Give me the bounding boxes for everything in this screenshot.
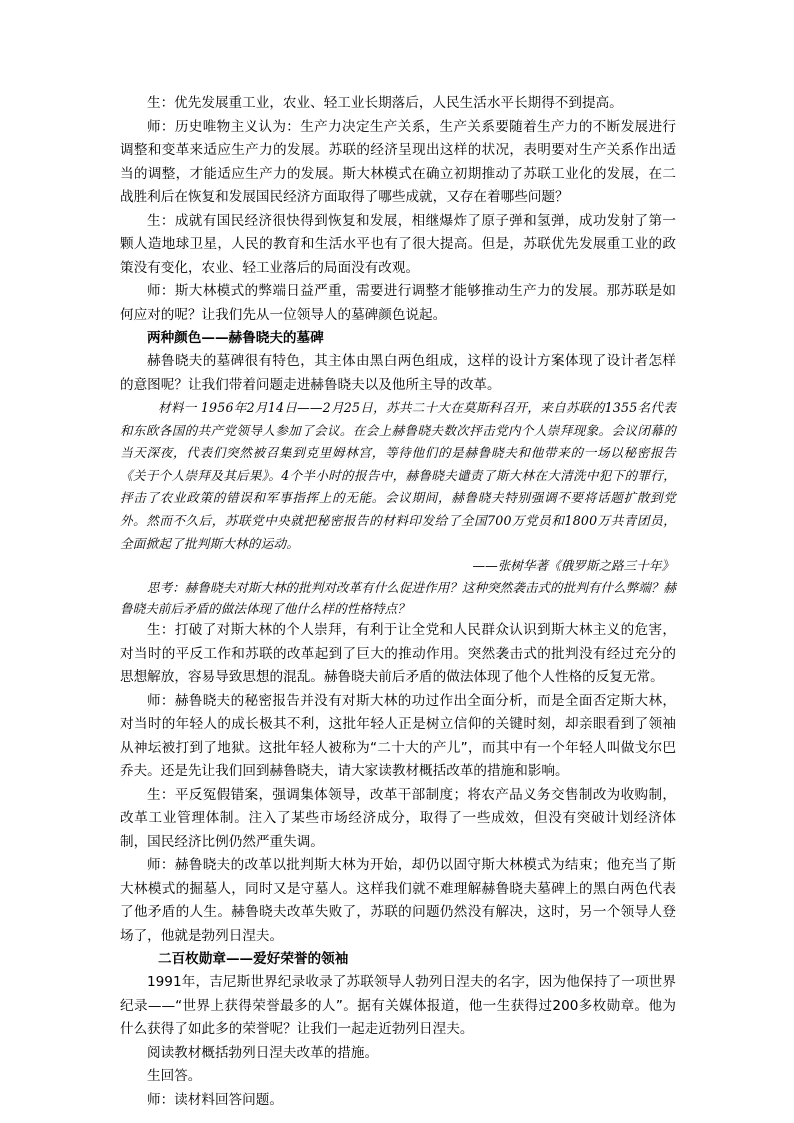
paragraph: 生：优先发展重工业，农业、轻工业长期落后，人民生活水平长期得不到提高。 (147, 95, 623, 111)
paragraph: 生：打破了对斯大林的个人崇拜，有利于让全党和人民群众认识到斯大林主义的危害，对当时的平反工作和苏联的改革起到了巨大的推动作用。突然袭击式的批判没有经过充分的思想解放，容易导致思想的混乱。赫鲁晓夫前后矛盾的做法体现了他个人性格的反复无常。 (120, 622, 676, 686)
paragraph: 生回答。 (147, 1068, 202, 1085)
paragraph: 师：历史唯物主义认为：生产力决定生产关系，生产关系要随着生产力的不断发展进行调整和变革来适应生产力的发展。苏联的经济呈现出这样的状况，表明要对生产关系作出适当的调整，才能适应生产力的发展。斯大林模式在确立初期推动了苏联工业化的发展，在二战胜利后在恢复和发展国民经济方面取得了哪些成就，又存在着哪些问题？ (120, 118, 676, 205)
document-page (120, 92, 676, 1112)
paragraph: 师：斯大林模式的弊端日益严重，需要进行调整才能够推动生产力的发展。那苏联是如何应对的呢？让我们先从一位领导人的墓碑颜色说起。 (120, 283, 676, 323)
paragraph: 生：成就有国民经济很快得到恢复和发展，相继爆炸了原子弹和氢弹，成功发射了第一颗人造地球卫星，人民的教育和生活水平也有了很大提高。但是，苏联优先发展重工业的政策没有变化，农业、轻工业落后的局面没有改观。 (120, 212, 676, 276)
material-source: ——张树华著《俄罗斯之路三十年》 (472, 558, 674, 574)
paragraph: 生：平反冤假错案，强调集体领导，改革干部制度；将农产品义务交售制改为收购制，改革工业管理体制。注入了某些市场经济成分，取得了一些成效，但没有突破计划经济体制，国民经济比例仍然严重失调。 (120, 786, 676, 850)
paragraph: 阅读教材概括勃列日涅夫改革的措施。 (147, 1044, 379, 1061)
paragraph: 赫鲁晓夫的墓碑很有特色，其主体由黑白两色组成，这样的设计方案体现了设计者怎样的意图呢？让我们带着问题走进赫鲁晓夫以及他所主导的改革。 (120, 353, 676, 393)
paragraph: 师：读材料回答问题。 (147, 1091, 283, 1108)
material-quote: 材料一 1956年2月14日——2月25日，苏共二十大在莫斯科召开，来自苏联的1355名代表和东欧各国的共产党领导人参加了会议。在会上赫鲁晓夫数次抨击党内个人崇拜现象。会议闭幕的当天深夜，代表们突然被召集到克里姆林宫，等待他们的是赫鲁晓夫和他带来的一场以秘密报告《关于个人崇拜及其后果》。4个半小时的报告中，赫鲁晓夫谴责了斯大林在大清洗中犯下的罪行，抨击了农业政策的错误和军事指挥上的无能。会议期间，赫鲁晓夫特别强调不要将话题扩散到党外。然而不久后，苏联党中央就把秘密报告的材料印发给了全国700万党员和1800万共青团员，全面掀起了批判斯大林的运动。 (120, 400, 676, 551)
paragraph: 师：赫鲁晓夫的改革以批判斯大林为开始，却仍以固守斯大林模式为结束；他充当了斯大林模式的掘墓人，同时又是守墓人。这样我们就不难理解赫鲁晓夫墓碑上的黑白两色代表了他矛盾的人生。赫鲁晓夫改革失败了，苏联的问题仍然没有解决，这时，另一个领导人登场了，他就是勃列日涅夫。 (120, 857, 676, 944)
paragraph: 师：赫鲁晓夫的秘密报告并没有对斯大林的功过作出全面分析，而是全面否定斯大林，对当时的年轻人的成长极其不利，这批年轻人正是树立信仰的关键时刻，却亲眼看到了领袖从神坛被打到了地狱。这批年轻人被称为“二十大的产儿”，而其中有一个年轻人叫做戈尔巴乔夫。还是先让我们回到赫鲁晓夫，请大家读教材概括改革的措施和影响。 (120, 692, 676, 780)
paragraph: 1991年，吉尼斯世界纪录收录了苏联领导人勃列日涅夫的名字，因为他保持了一项世界纪录——“世界上获得荣誉最多的人”。据有关媒体报道，他一生获得过200多枚勋章。他为什么获得了如此多的荣誉呢？让我们一起走近勃列日涅夫。 (120, 974, 676, 1038)
section-heading: 二百枚勋章——爱好荣誉的领袖 (158, 951, 349, 968)
section-heading: 两种颜色——赫鲁晓夫的墓碑 (147, 330, 324, 346)
thinking-question: 思考：赫鲁晓夫对斯大林的批判对改革有什么促进作用？这种突然袭击式的批判有什么弊端？赫鲁晓夫前后矛盾的做法体现了他什么样的性格特点？ (120, 580, 676, 617)
